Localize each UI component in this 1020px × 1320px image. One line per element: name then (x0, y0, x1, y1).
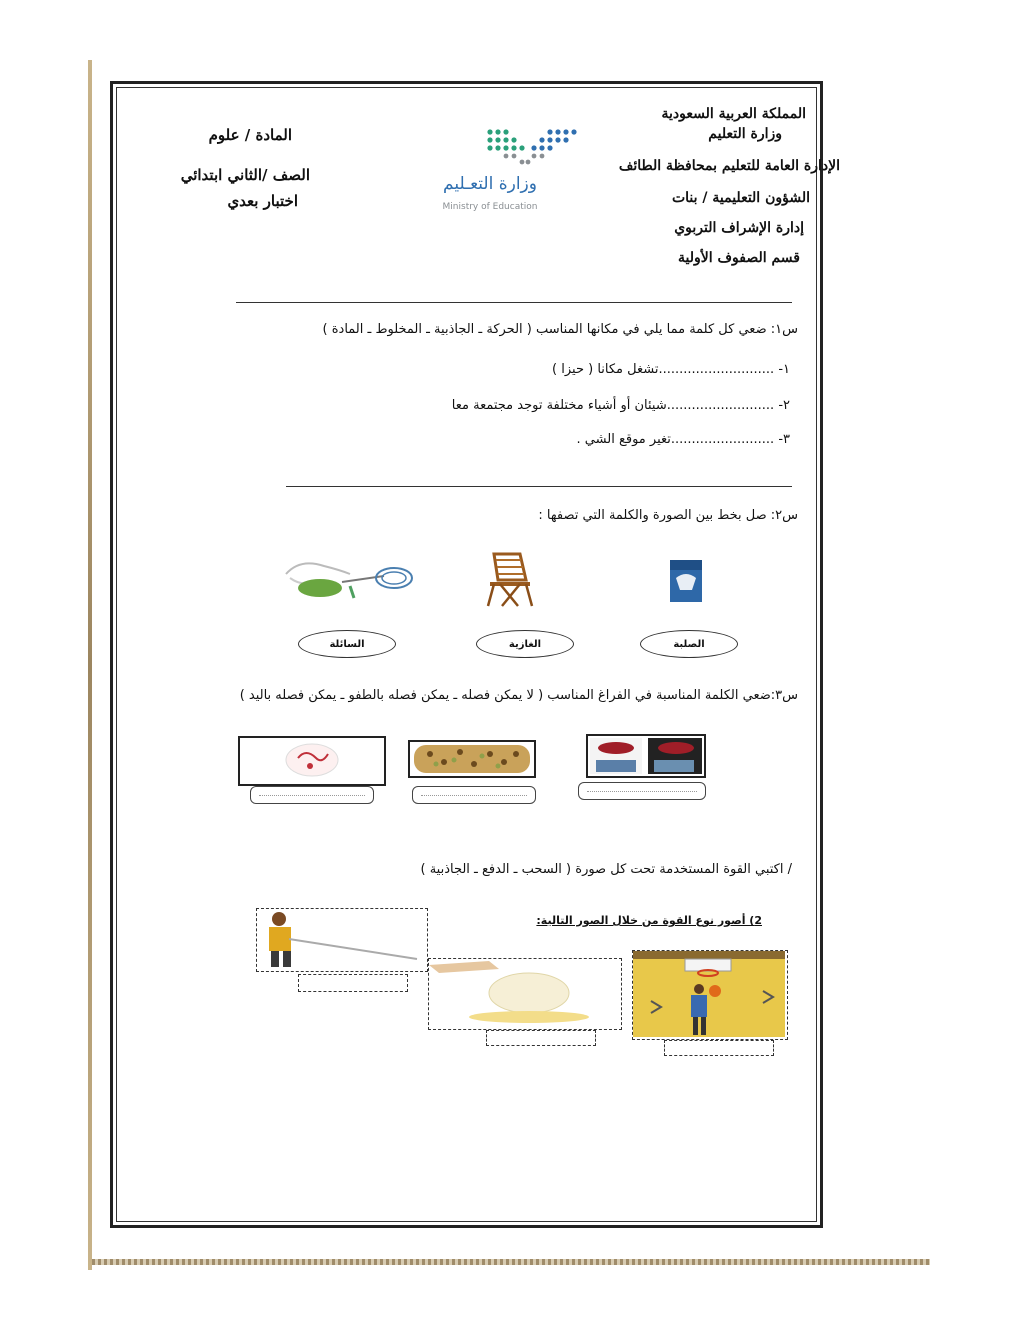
answer-box-push[interactable] (486, 1030, 596, 1046)
answer-field-3[interactable] (578, 782, 706, 800)
beakers-icon (588, 736, 704, 776)
ministry-logo (436, 124, 586, 224)
q1-item-2: ٢- ..........................شيئان أو أشياء مختلفة توجد مجتمعة معا (451, 398, 790, 413)
test-type-label: اختبار بعدي (227, 192, 298, 210)
logo-english-text: Ministry of Education (442, 202, 538, 212)
header-line-ministry: وزارة التعليم (708, 126, 782, 142)
subject-label: المادة / علوم (208, 126, 292, 144)
q4-prompt: / اكتبي القوة المستخدمة تحت كل صورة ( السحب ـ الدفع ـ الجاذبية ) (420, 862, 792, 877)
logo-dots-icon (436, 124, 586, 170)
header-line-directorate: الإدارة العامة للتعليم بمحافظة الطائف (618, 158, 840, 174)
header-right (550, 104, 840, 268)
answer-box-gravity[interactable] (664, 1040, 774, 1056)
answer-field-2[interactable] (412, 786, 536, 804)
header-line-kingdom: المملكة العربية السعودية (661, 106, 806, 122)
scan-edge-bottom (92, 1259, 930, 1265)
answer-box-pull[interactable] (298, 974, 408, 992)
gravity-image-frame (632, 950, 788, 1040)
mixture-image-1 (238, 736, 386, 786)
logo-arabic-text: وزارة التعـليم (443, 174, 537, 194)
label-gas: الغازية (476, 630, 574, 658)
push-image-frame (428, 958, 622, 1030)
pull-image-frame (256, 908, 428, 972)
label-solid: الصلبة (640, 630, 738, 658)
milk-carton-image (666, 556, 706, 604)
water-glass-icon (240, 738, 384, 784)
label-liquid: السائلة (298, 630, 396, 658)
header-line-department: قسم الصفوف الأولية (677, 250, 800, 266)
basketball-icon (633, 951, 785, 1037)
q4-inner-title: 2) أصور نوع القوة من خلال الصور التالية: (536, 914, 762, 927)
grade-label: الصف /الثاني ابتدائي (180, 166, 310, 184)
chair-image (480, 550, 538, 608)
q1-prompt: س١: ضعي كل كلمة مما يلي في مكانها المناسب ( الحركة ـ الجاذبية ـ المخلوط ـ المادة ) (322, 322, 798, 337)
mixture-image-2 (408, 740, 536, 778)
q1-item-3: ٣- .........................تغير موقع الشي . (576, 432, 790, 447)
header-left (170, 124, 310, 212)
mixture-image-3 (586, 734, 706, 778)
q3-prompt: س٣:ضعي الكلمة المناسبة في الفراغ المناسب ( لا يمكن فصله ـ يمكن فصله بالطفو ـ يمكن فصله باليد ) (239, 688, 798, 703)
divider-2 (286, 486, 792, 487)
boy-pulling-icon (257, 909, 425, 969)
q1-item-1: ١- ............................تشغل مكانا ( حيزا ) (552, 362, 790, 377)
header-line-affairs: الشؤون التعليمية / بنات (671, 190, 810, 206)
q2-prompt: س٢: صل بخط بين الصورة والكلمة التي تصفها : (538, 508, 798, 523)
divider-1 (236, 302, 792, 303)
answer-field-1[interactable] (250, 786, 374, 804)
seeds-mix-icon (410, 742, 534, 776)
hand-pushing-icon (429, 959, 619, 1027)
scan-edge-left (88, 60, 92, 1270)
whisk-egg-image (280, 548, 415, 606)
header-line-supervision: إدارة الإشراف التربوي (674, 220, 804, 236)
